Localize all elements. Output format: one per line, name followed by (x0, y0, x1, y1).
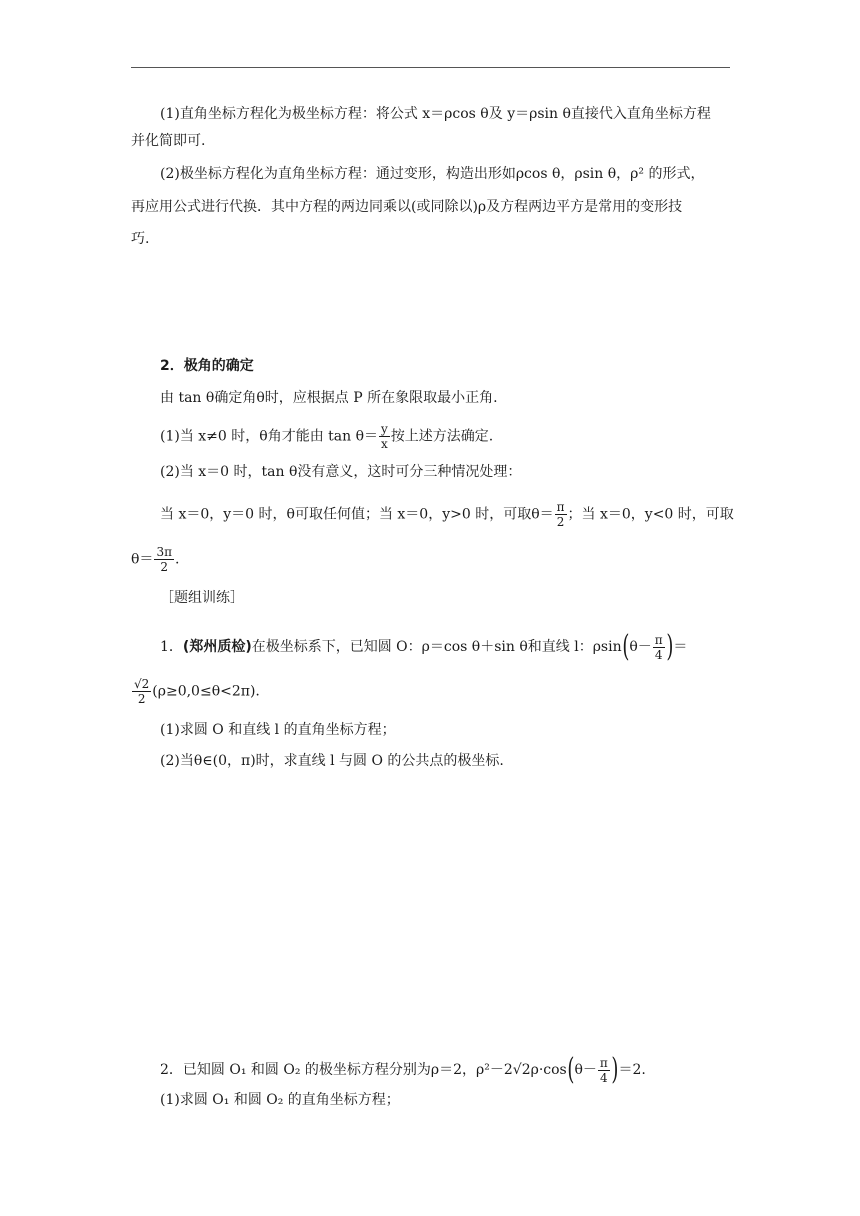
section-2-title: 2．极角的确定 (160, 358, 254, 374)
line2-post: 按上述方法确定. (390, 428, 494, 445)
question-1-sub-1: (1)求圆 O 和直线 l 的直角坐标方程； (160, 722, 396, 738)
question-source: (郑州质检) (182, 639, 252, 655)
fraction-pi-over-2: $\frac{\pi}{2}$ (556, 500, 565, 529)
training-header: ［题组训练］ (160, 590, 244, 606)
section-2-line-2 (160, 422, 493, 451)
header-rule (131, 67, 730, 68)
para-1-line-2: 并化简即可. (131, 133, 206, 149)
question-1-sub-2: (2)当θ∈(0，π)时，求直线 l 与圆 O 的公共点的极坐标. (160, 753, 504, 769)
section-2-line-5: θ＝ $\frac{3\pi}{2}$ . (131, 545, 180, 574)
fraction-y-over-x: $\frac{y}{x}$ (381, 422, 388, 451)
paren-expression: (θ－ $\frac{\pi}{4}$ ) (567, 1052, 619, 1087)
question-2-line-1: 2．已知圆 O₁ 和圆 O₂ 的极坐标方程分别为ρ＝2，ρ²－2√2ρ·cos(θ－ $\frac{\pi}{4}$ )＝2. (160, 1052, 646, 1087)
question-1-line-1: 1．(郑州质检)在极坐标系下，已知圆 O：ρ＝cos θ＋sin θ和直线 l：ρsin(θ－ $\frac{\pi}{4}$ )＝ (160, 629, 688, 664)
line2-pre: (1)当 x≠0 时，θ角才能由 tan θ＝ (160, 428, 379, 445)
para-2-line-2: 再应用公式进行代换．其中方程的两边同乘以(或同除以)ρ及方程两边平方是常用的变形技 (131, 199, 683, 215)
question-2-sub-1: (1)求圆 O₁ 和圆 O₂ 的直角坐标方程； (160, 1092, 400, 1108)
fraction-sqrt2-over-2: $\frac{√2}{2}$ (134, 677, 150, 706)
para-2-line-3: 巧. (131, 231, 150, 247)
section-2-line-1: 由 tan θ确定角θ时，应根据点 P 所在象限取最小正角. (160, 390, 498, 406)
section-2-line-4: 当 x＝0，y＝0 时，θ可取任何值；当 x＝0，y>0 时，可取θ＝ $\frac{\pi}{2}$ ；当 x＝0，y<0 时，可取 (160, 500, 734, 529)
paren-expression: (θ－ $\frac{\pi}{4}$ ) (621, 629, 674, 664)
question-1-line-2: $\frac{√2}{2}$ (ρ≥0,0≤θ<2π). (134, 677, 260, 706)
fraction-3pi-over-2: $\frac{3\pi}{2}$ (156, 545, 172, 574)
section-2-line-3: (2)当 x＝0 时，tan θ没有意义，这时可分三种情况处理： (160, 464, 522, 480)
para-2-line-1: (2)极坐标方程化为直角坐标方程：通过变形，构造出形如ρcos θ，ρsin θ，ρ² 的形式， (160, 166, 705, 182)
para-1-line-1: (1)直角坐标方程化为极坐标方程：将公式 x＝ρcos θ及 y＝ρsin θ直接代入直角坐标方程 (160, 106, 711, 122)
